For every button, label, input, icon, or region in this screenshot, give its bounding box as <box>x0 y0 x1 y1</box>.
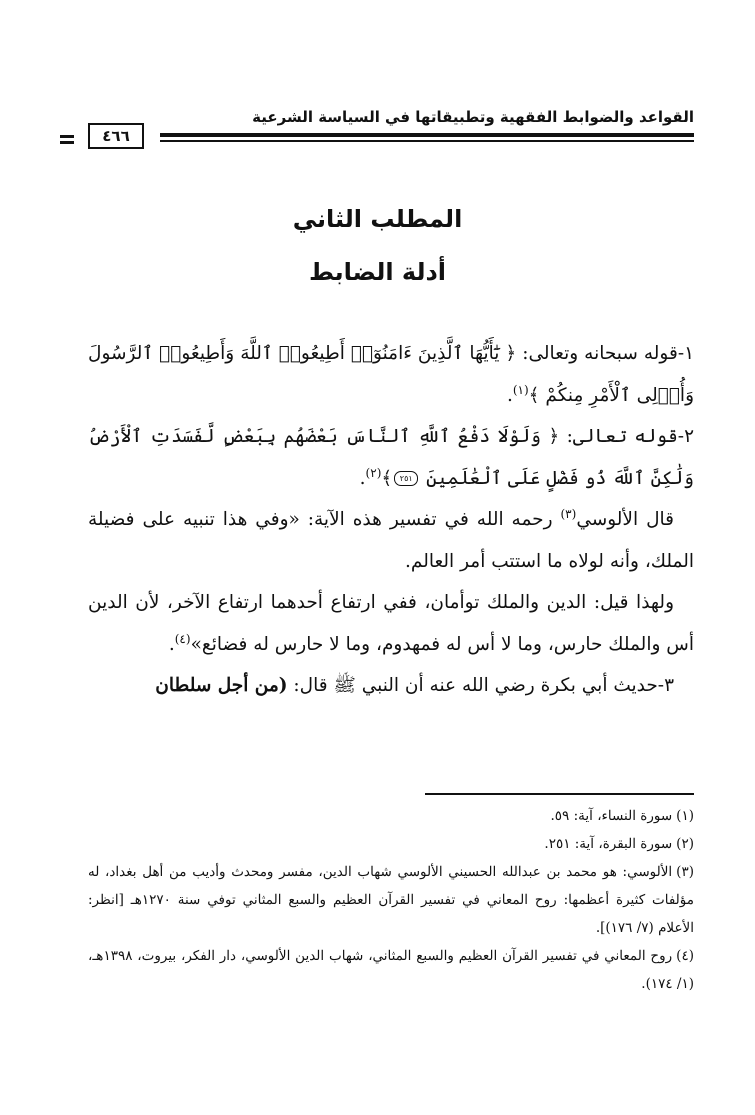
punctuation: . <box>506 384 513 406</box>
paragraph-2 <box>88 416 694 499</box>
page-number: ٤٦٦ <box>88 123 144 149</box>
footnote-ref: (٢) <box>365 465 382 480</box>
quran-verse: ﴿ وَلَوْلَا دَفْعُ ٱللَّهِ ٱلنَّاسَ بَعْضَهُم بِبَعْضٍ لَّفَسَدَتِ ٱلْأَرْضُ وَلَٰكِنَّ ٱللَّهَ ذُو فَضْلٍ عَلَى ٱلْعَٰلَمِينَ <box>88 426 694 489</box>
page-number-ornament <box>60 141 74 144</box>
footnote-ref: (١) <box>512 382 529 397</box>
text-span: ٣-حديث أبي بكرة رضي الله عنه أن النبي ﷺ قال: <box>287 675 674 696</box>
footnote-ref: (٤) <box>174 631 191 646</box>
punctuation: . <box>168 633 175 655</box>
ayah-number-marker: ٢٥١ <box>394 471 418 486</box>
page-number-ornament <box>60 135 74 138</box>
footnote-text: سورة النساء، آية: ٥٩. <box>550 808 673 824</box>
paragraph-3 <box>88 499 694 582</box>
evidence-1-label: ١-قوله سبحانه وتعالى: <box>516 343 695 364</box>
footnote-number: (٢) <box>676 836 694 852</box>
footnote-3 <box>88 858 694 942</box>
text-span: رحمه الله في تفسير هذه الآية: «وفي هذا تنبيه على فضيلة الملك، وأنه لولاه ما استتب أمر العالم. <box>88 509 694 572</box>
footnotes <box>88 802 694 998</box>
quran-verse: ﴿ يَٰٓأَيُّهَا ٱلَّذِينَ ءَامَنُوٓا۟ أَطِيعُوا۟ ٱللَّهَ وَأَطِيعُوا۟ ٱلرَّسُولَ وَأُو۟لِى ٱلْأَمْرِ مِنكُمْ ﴾ <box>88 343 694 406</box>
footnote-separator <box>425 793 694 795</box>
book-title: القواعد والضوابط الفقهية وتطبيقاتها في السياسة الشرعية <box>252 108 694 126</box>
footnote-4 <box>88 942 694 998</box>
quran-bracket: ﴾ <box>381 467 393 489</box>
footnote-number: (٤) <box>676 948 694 964</box>
footnote-number: (١) <box>676 808 694 824</box>
paragraph-4 <box>88 582 694 665</box>
section-heading: المطلب الثاني <box>292 205 463 233</box>
header-rule <box>160 133 694 137</box>
punctuation: . <box>359 467 366 489</box>
hadith-text: (من أجل سلطان <box>155 675 288 696</box>
text-span: ولهذا قيل: الدين والملك توأمان، ففي ارتفاع أحدهما ارتفاع الآخر، لأن الدين أس والملك حارس، وما لا أس له فمهدوم، وما لا حارس له فضائع» <box>88 592 694 655</box>
footnote-text: الألوسي: هو محمد بن عبدالله الحسيني الألوسي شهاب الدين، مفسر ومحدث وأديب من أهل بغداد، له مؤلفات كثيرة أعظمها: روح المعاني في تفسير القرآن العظيم والسبع المثاني توفي سنة ١٢٧٠هـ [انظر: الأعلام (٧/ ١٧٦)]. <box>88 864 694 936</box>
footnote-text: روح المعاني في تفسير القرآن العظيم والسبع المثاني، شهاب الدين الألوسي، دار الفكر، بيروت، ١٣٩٨هـ، (١/ ١٧٤). <box>88 948 694 992</box>
subsection-heading: أدلة الضابط <box>308 258 447 286</box>
text-span: قال الألوسي <box>576 509 674 530</box>
paragraph-5 <box>88 665 694 707</box>
main-text <box>88 333 694 707</box>
footnote-ref: (٣) <box>560 506 577 521</box>
evidence-2-label: ٢-قوله تعالى: <box>559 426 694 447</box>
footnote-2 <box>88 830 694 858</box>
footnote-1 <box>88 802 694 830</box>
header-rule-thin <box>160 140 694 142</box>
footnote-text: سورة البقرة، آية: ٢٥١. <box>544 836 673 852</box>
running-header <box>88 108 694 152</box>
footnote-number: (٣) <box>676 864 694 880</box>
paragraph-1 <box>88 333 694 416</box>
